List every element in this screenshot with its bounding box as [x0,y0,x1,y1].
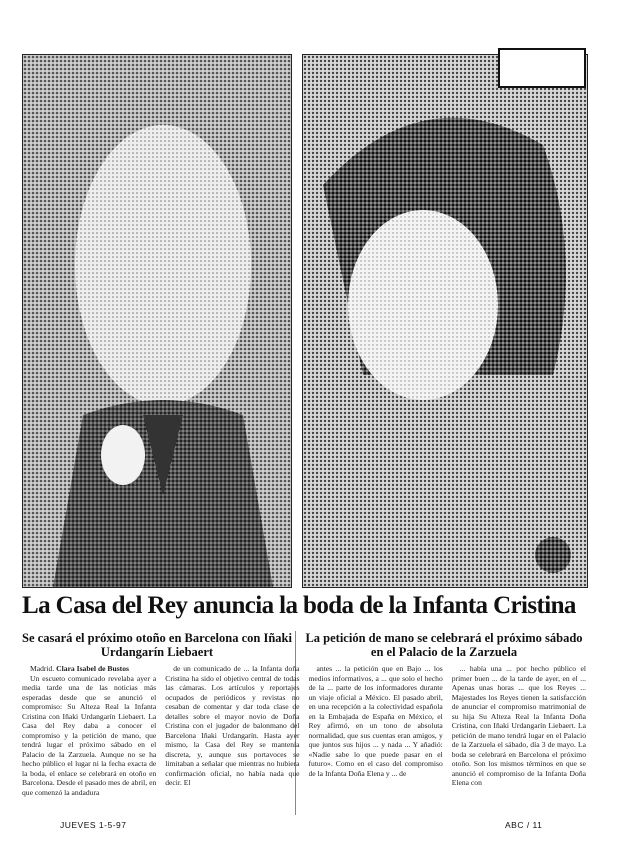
footer-page-number: ABC / 11 [505,820,543,830]
section-tag [498,48,586,88]
byline-author: Clara Isabel de Bustos [56,664,129,673]
article-paragraph: Un escueto comunicado revelaba ayer a media tarde una de las noticias más esperadas desde que se anunció el compromiso: Su Alteza Real la Infanta Cristina con Iñaki Urdangarín Liebaert. La Casa del Rey daba a conocer el compromiso y la petición de mano, que tendrá lugar el próximo sábado en el Palacio de la Zarzuela. Aunque no se ha hecho público el lugar ni la fecha exacta de la boda, el enlace se celebrará en otoño en Barcelona. Desde el pasado mes de abril, en que comenzó la andadura [22,673,157,797]
footer-date: JUEVES 1-5-97 [60,820,127,830]
right-photo [302,54,588,588]
article-column [22,664,156,816]
portrait-photo-icon [303,55,587,587]
photo-credit [570,490,582,580]
article-paragraph: ... había una ... por hecho público el primer buen ... de la tarde de ayer, en el ... Apenas unas horas ... que los Reyes ... Majestades los Reyes tienen la satisfacción de anunciar el compromiso matrimonial de su hija Su Alteza Real la Infanta Doña Cristina, con Iñaki Urdangarín Liebaert. La petición de mano tendrá lugar en el Palacio de la Zarzuela el sábado, día 3 de mayo. La boda se celebrará en Barcelona el próximo otoño. Son los mismos términos en que se anunció el compromiso de la Infanta Doña Elena con [451,664,586,787]
article-paragraph: antes ... la petición que en Bajo ... los medios informativos, a ... que solo el hecho de la ... parte de los informadores durante un viaje oficial a México. El pasado abril, en una recepción a la colectividad española en la Embajada de España en México, el Rey afirmó, en un tono de absoluta normalidad, que sus cuentas eran amigos, y que juntos sus hijos ... y nada ... Y añadió: «Nadie sabe lo que puede pasar en el futuro». Como en el caso del compromiso de la Infanta Doña Elena y ... de [308,664,443,778]
portrait-photo-icon [23,55,291,587]
subheadline-right: La petición de mano se celebrará el próximo sábado en el Palacio de la Zarzuela [305,631,583,659]
left-photo [22,54,292,588]
byline [22,664,156,674]
article-column [309,664,443,816]
article-column [452,664,586,816]
article-paragraph: de un comunicado de ... la Infanta doña Cristina ha sido el objetivo central de todas las cámaras. Los artículos y reportajes ocupados de periódicos y revistas no cesaban de comentar y dar toda clase de detalles sobre el mayor novio de Doña Cristina con el jugador de balonmano del Barcelona Iñaki Urdangarín. Hasta ayer mismo, la Casa del Rey se mantenía discreta, y, aunque sus portavoces se limitaban a señalar que mientras no hubiera confirmación oficial, no había nada que decir. El [165,664,300,787]
page-title: La Casa del Rey anuncia la boda de la Infanta Cristina [22,592,576,619]
byline-place: Madrid. [30,664,55,673]
article-body [22,664,586,816]
subheadline-left: Se casará el próximo otoño en Barcelona con Iñaki Urdangarín Liebaert [22,631,292,659]
article-column [165,664,299,816]
